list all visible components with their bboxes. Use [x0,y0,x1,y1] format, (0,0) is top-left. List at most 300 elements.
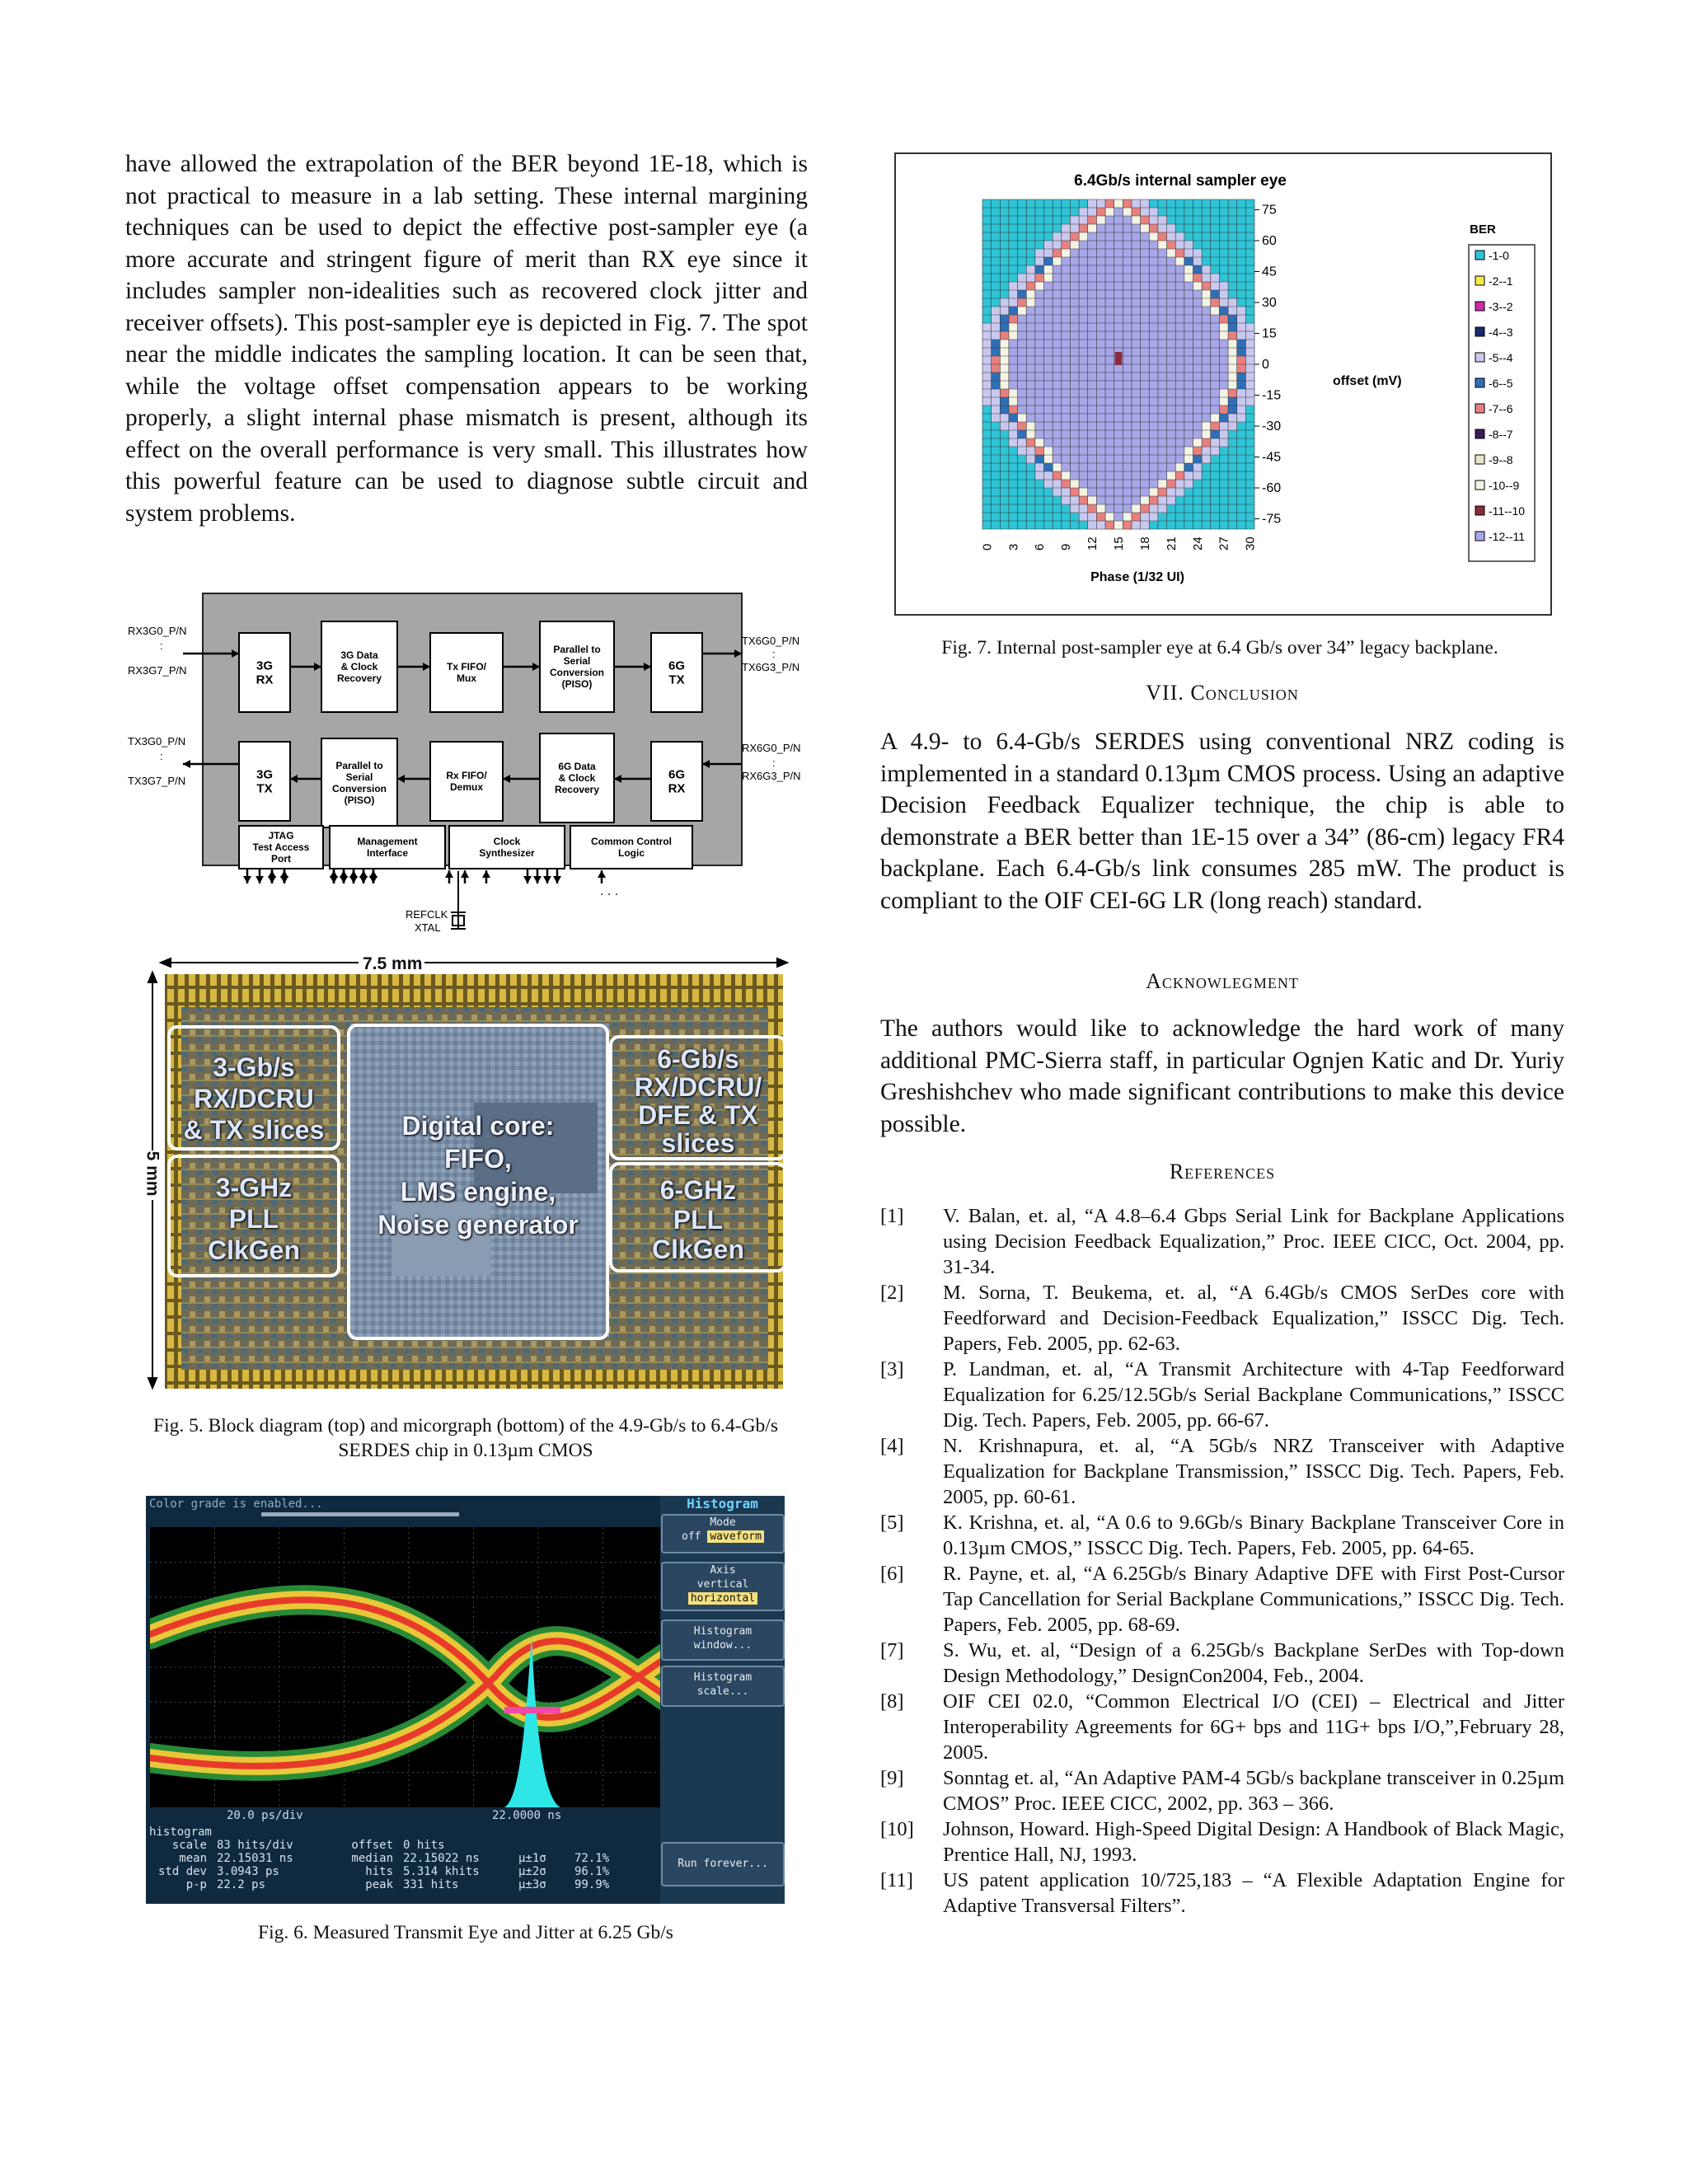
heatmap-cell [1175,471,1184,480]
heatmap-cell [1053,307,1062,315]
heatmap-cell [1018,298,1027,307]
heatmap-cell [1088,381,1097,389]
heatmap-cell [1141,504,1150,513]
heatmap-cell [1202,290,1211,298]
heatmap-cell [1202,331,1211,340]
heatmap-cell [1184,480,1193,488]
heatmap-cell [1044,298,1053,307]
heatmap-cell [1096,447,1105,455]
heatmap-cell [1105,323,1114,331]
heatmap-cell [1018,290,1027,298]
heatmap-cell [1141,513,1150,521]
heatmap-cell [992,331,1001,340]
sampling-point [1115,352,1123,365]
arrow-head [533,876,542,883]
heatmap-cell [1237,323,1246,331]
x-tick-label: 12 [1085,537,1100,551]
heatmap-cell [1105,249,1114,257]
heatmap-cell [1062,348,1071,356]
tx3g-top-label: TX3G0_P/N [128,735,186,748]
heatmap-cell [1070,447,1079,455]
stat-value: 96.1% [574,1865,610,1878]
heatmap-cell [1062,323,1071,331]
heatmap-cell [1044,438,1053,447]
legend-label: -8--7 [1489,428,1513,441]
heatmap-cell [1105,307,1114,315]
reference-text: P. Landman, et. al, “A Transmit Architecture with 4-Tap Feedforward Equalization for 6.25/12.5Gb/s Serial Backplane Communications,” ISSCC Dig. Tech. Papers, Feb. 2005, pp. 66-67. [943,1358,1564,1432]
heatmap-cell [1202,356,1211,364]
heatmap-cell [1044,257,1053,265]
fig5-caption: Fig. 5. Block diagram (top) and micorgraph (bottom) of the 4.9-Gb/s to 6.4-Gb/s SERDES chip in 0.13µm CMOS [153,1415,778,1461]
heatmap-cell [1202,315,1211,323]
heatmap-cell [1053,232,1062,241]
heatmap-cell [1096,232,1105,241]
heatmap-cell [1018,438,1027,447]
heatmap-cell [1219,298,1228,307]
heatmap-cell [1123,356,1132,364]
heatmap-cell [1132,224,1141,232]
heatmap-cell [1062,463,1071,471]
heatmap-cell [1175,323,1184,331]
heatmap-cell [1158,323,1167,331]
heatmap-cell [1219,356,1228,364]
ack-text: The authors would like to acknowledge the hard work of many additional PMC-Sierra staff, in particular Ognjen Katic and Dr. Yuriy Greshishchev who made significant contributions to make this device possible. [880,1015,1564,1137]
heatmap-cell [1035,471,1044,480]
heatmap-cell [1009,331,1018,340]
heatmap-cell [1079,356,1088,364]
heatmap-cell [1175,348,1184,356]
heatmap-cell [1079,241,1088,249]
heatmap-cell [1105,480,1114,488]
x-tick-label: 15 [1112,537,1126,551]
heatmap-cell [1123,216,1132,224]
arrow-head [523,876,532,883]
heatmap-cell [1123,397,1132,405]
heatmap-cell [1053,463,1062,471]
block-label: Parallel to [553,644,601,655]
heatmap-cell [1149,471,1158,480]
heatmap-cell [1219,307,1228,315]
arrow-head [359,870,368,878]
heatmap-cell [1175,265,1184,274]
block-label: Management [357,836,418,847]
heatmap-cell [1141,496,1150,504]
heatmap-cell [1105,298,1114,307]
heatmap-cell [1175,274,1184,282]
heatmap-cell [1035,307,1044,315]
histogram-window-button[interactable]: Histogram window... [661,1619,785,1661]
block-label: Serial [345,771,373,783]
heatmap-cell [1044,282,1053,290]
reference-item [880,1561,1564,1638]
heatmap-cell [1175,389,1184,397]
heatmap-cell [1070,348,1079,356]
heatmap-cell [1228,414,1237,422]
region-3g-pll-label: 3-GHz PLL ClkGen [207,1173,301,1265]
heatmap-cell [1219,290,1228,298]
heatmap-cell [1009,348,1018,356]
heatmap-cell [1149,463,1158,471]
heatmap-cell [1000,323,1009,331]
heatmap-cell [1175,282,1184,290]
heatmap-cell [1228,422,1237,430]
heatmap-cell [1167,307,1176,315]
heatmap-cell [1070,249,1079,257]
y-tick-label: -75 [1262,512,1282,527]
heatmap-cell [1158,397,1167,405]
heatmap-cell [1079,323,1088,331]
heatmap-cell [1035,397,1044,405]
heatmap-cell [992,381,1001,389]
heatmap-cell [1132,340,1141,348]
heatmap-cell [1088,414,1097,422]
heatmap-cell [1053,381,1062,389]
heatmap-cell [1070,298,1079,307]
heatmap-cell [1062,381,1071,389]
heatmap-cell [1070,274,1079,282]
heatmap-cell [1035,257,1044,265]
heatmap-cell [1175,381,1184,389]
heatmap-cell [1158,373,1167,381]
heatmap-cell [1123,389,1132,397]
block-row1-3 [540,621,614,712]
heatmap-cell [982,348,992,356]
heatmap-cell [1044,331,1053,340]
arrow-head [553,876,561,883]
heatmap-cell [1114,504,1123,513]
heatmap-cell [1245,397,1254,405]
heatmap-cell [1132,471,1141,480]
heatmap-cell [1062,241,1071,249]
reference-item [880,1765,1564,1816]
heatmap-cell [1211,331,1220,340]
heatmap-cell [1219,397,1228,405]
heatmap-cell [1096,315,1105,323]
legend-label: -3--2 [1489,300,1513,313]
region-digital-core-label: Digital core: FIFO, LMS engine, Noise generator [377,1111,579,1240]
heatmap-cell [1009,389,1018,397]
block-label: Conversion [549,667,605,678]
heatmap-cell [1096,389,1105,397]
heatmap-cell [1149,257,1158,265]
heatmap-cell [1237,381,1246,389]
heatmap-cell [1088,224,1097,232]
heatmap-cell [1132,455,1141,463]
stat-label: median [351,1852,393,1865]
heatmap-cell [1053,241,1062,249]
x-tick-label: 18 [1137,537,1152,551]
heatmap-cell [1018,348,1027,356]
heatmap-cell [1070,389,1079,397]
heatmap-cell [1158,471,1167,480]
heatmap-cell [1158,257,1167,265]
heatmap-cell [1149,249,1158,257]
heatmap-cell [1079,414,1088,422]
heatmap-cell [1228,298,1237,307]
heatmap-cell [1211,397,1220,405]
heatmap-cell [1114,389,1123,397]
heatmap-cell [1123,265,1132,274]
heatmap-cell [1096,381,1105,389]
heatmap-cell [1088,315,1097,323]
heatmap-cell [982,340,992,348]
run-forever-button[interactable]: Run forever... [661,1842,785,1886]
stat-label: std dev [157,1865,207,1878]
heatmap-cell [1062,290,1071,298]
heatmap-cell [992,414,1001,422]
reference-number: [3] [880,1358,904,1380]
heatmap-cell [1096,249,1105,257]
heatmap-cell [1149,447,1158,455]
references-list [880,1203,1564,1919]
heatmap-cell [1141,290,1150,298]
heatmap-cell [1141,208,1150,216]
heatmap-cell [1158,381,1167,389]
block-label: & Clock [558,772,596,784]
heatmap-cell [1044,315,1053,323]
heatmap-cell [1026,274,1035,282]
heatmap-cell [1228,397,1237,405]
heatmap-cell [1149,274,1158,282]
heatmap-cell [1035,447,1044,455]
heatmap-cell [1175,298,1184,307]
heatmap-cell [1079,249,1088,257]
heatmap-cell [1228,348,1237,356]
heatmap-cell [1096,488,1105,496]
heatmap-cell [1123,331,1132,340]
block-label: RX [256,673,274,687]
reference-text: K. Krishna, et. al, “A 0.6 to 9.6Gb/s Binary Backplane Transceiver Core in 0.13µm CMOS,” ISSCC Dig. Tech. Papers, Feb. 2005, pp. 64-65. [943,1511,1564,1559]
heatmap-cell [1184,323,1193,331]
heatmap-cell [1123,422,1132,430]
heatmap-cell [1141,373,1150,381]
axis-button[interactable] [661,1562,785,1611]
heatmap-cell [1167,356,1176,364]
heatmap-cell [1175,364,1184,373]
heatmap-cell [1070,430,1079,438]
heatmap-cell [1114,438,1123,447]
heatmap-cell [1184,397,1193,405]
oscilloscope-screen [146,1496,785,1904]
reference-number: [11] [880,1869,913,1891]
heatmap-cell [1070,331,1079,340]
heatmap-cell [1070,257,1079,265]
heatmap-cell [1009,290,1018,298]
heatmap-cell [1193,389,1202,397]
heatmap-cell [1237,331,1246,340]
reference-item [880,1816,1564,1868]
arrow-head [369,870,377,878]
heatmap-cell [1079,455,1088,463]
heatmap-cell [1079,430,1088,438]
heatmap-cell [1123,282,1132,290]
heatmap-cell [1105,438,1114,447]
heatmap-cell [1202,340,1211,348]
heatmap-cell [1184,249,1193,257]
heatmap-cell [1053,331,1062,340]
heatmap-cell [1167,265,1176,274]
heatmap-cell [1000,331,1009,340]
heatmap-cell [1026,298,1035,307]
heatmap-cell [1141,199,1150,208]
heatmap-cell [1158,348,1167,356]
heatmap-cell [1184,471,1193,480]
heatmap-cell [1237,356,1246,364]
heatmap-cell [1193,471,1202,480]
mode-button[interactable] [661,1514,785,1554]
reference-number: [2] [880,1282,904,1304]
scope-slider[interactable] [261,1512,459,1516]
heatmap-cell [1158,216,1167,224]
heatmap-cell [1062,455,1071,463]
heatmap-cell [1141,430,1150,438]
heatmap-cell [1193,373,1202,381]
heatmap-cell [1149,455,1158,463]
heatmap-cell [1158,340,1167,348]
heatmap-cell [1149,348,1158,356]
heatmap-cell [1018,364,1027,373]
heatmap-cell [1237,348,1246,356]
heatmap-cell [1105,447,1114,455]
rx3g-top-label: RX3G0_P/N [128,625,187,637]
heatmap-cell [1035,298,1044,307]
heatmap-cell [1053,422,1062,430]
block-label: 6G [668,767,686,782]
heatmap-cell [1062,430,1071,438]
rx3g-bottom-label: RX3G7_P/N [128,664,187,677]
heatmap-cell [1096,356,1105,364]
heatmap-cell [1062,414,1071,422]
reference-text: S. Wu, et. al, “Design of a 6.25Gb/s Backplane SerDes with Top-down Design Methodology,” DesignCon2004, Feb., 2004. [943,1639,1564,1687]
heatmap-cell [1219,364,1228,373]
heatmap-cell [1035,315,1044,323]
heatmap-cell [1035,414,1044,422]
heatmap-cell [1202,373,1211,381]
block-row3-2 [449,826,565,869]
heatmap-cell [1088,488,1097,496]
heatmap-cell [1158,414,1167,422]
heatmap-cell [992,348,1001,356]
heatmap-cell [1237,340,1246,348]
heatmap-cell [1175,307,1184,315]
heatmap-cell [1202,455,1211,463]
heatmap-cell [1193,414,1202,422]
heatmap-cell [1114,471,1123,480]
heatmap-cell [1167,422,1176,430]
heatmap-cell [1070,241,1079,249]
arrow-head [330,870,338,878]
heatmap-cell [1158,455,1167,463]
heatmap-cell [1184,414,1193,422]
heatmap-cell [992,323,1001,331]
heatmap-cell [1132,290,1141,298]
heatmap-cell [1184,274,1193,282]
heatmap-cell [1132,298,1141,307]
histogram-scale-button[interactable]: Histogram scale... [661,1666,785,1707]
heatmap-cell [1044,348,1053,356]
heatmap-cell [1070,315,1079,323]
tx3g-bottom-label: TX3G7_P/N [128,775,186,787]
reference-item [880,1638,1564,1689]
heatmap-cell [1141,257,1150,265]
y-tick-label: -30 [1262,419,1282,434]
y-tick-label: 15 [1262,326,1277,341]
heatmap-cell [1053,471,1062,480]
heatmap-cell [1237,373,1246,381]
stat-value: 331 hits [403,1878,459,1891]
heatmap-cell [1026,447,1035,455]
heatmap-cell [1219,381,1228,389]
heatmap-cell [1026,389,1035,397]
heatmap-cell [1228,307,1237,315]
heatmap-cell [1141,447,1150,455]
heatmap-cell [1035,389,1044,397]
y-axis-label: offset (mV) [1333,374,1402,388]
heatmap-cell [1070,265,1079,274]
heatmap-cell [1088,430,1097,438]
heatmap-cell [1044,307,1053,315]
heatmap-cell [1105,290,1114,298]
heatmap-cell [1114,513,1123,521]
micrograph-area [144,954,795,1393]
heatmap-cell [1149,356,1158,364]
block-row3-3 [570,826,692,869]
heatmap-cell [1211,438,1220,447]
heatmap-cell [1245,331,1254,340]
heatmap-cell [1158,389,1167,397]
heatmap-cell [1018,397,1027,405]
heatmap-cell [1070,282,1079,290]
heatmap-cell [1088,397,1097,405]
heatmap-cell [1184,331,1193,340]
heatmap-cell [1219,422,1228,430]
block-row2-2 [430,742,503,821]
heatmap-cell [1114,422,1123,430]
heatmap-cell [1070,381,1079,389]
heatmap-cell [1096,455,1105,463]
heatmap-cell [1149,331,1158,340]
heatmap-cell [1202,414,1211,422]
block-label: Logic [618,847,645,859]
heatmap-cell [1167,364,1176,373]
x-tick-label: 27 [1217,537,1231,551]
heatmap-cell [1088,208,1097,216]
heatmap-cell [1219,414,1228,422]
heatmap-cell [1123,241,1132,249]
common-dots: . . . [600,884,619,898]
heatmap-cell [1184,381,1193,389]
heatmap-cell [1202,282,1211,290]
heatmap-cell [1105,364,1114,373]
heatmap-cell [1096,340,1105,348]
heatmap-cell [1053,405,1062,414]
heatmap-cell [1184,356,1193,364]
heatmap-cell [1219,331,1228,340]
heatmap-cell [1141,488,1150,496]
heatmap-cell [992,307,1001,315]
heatmap-cell [1123,504,1132,513]
heatmap-cell [1018,282,1027,290]
reference-text: Sonntag et. al, “An Adaptive PAM-4 5Gb/s backplane transceiver in 0.25µm CMOS” Proc. IEEE CICC, 2002, pp. 363 – 366. [943,1767,1564,1815]
legend-label: -10--9 [1489,479,1520,492]
heatmap-cell [1184,438,1193,447]
heatmap-cell [1175,480,1184,488]
heatmap-cell [1079,389,1088,397]
heatmap-cell [1088,496,1097,504]
heatmap-cell [1175,241,1184,249]
reference-item [880,1280,1564,1357]
heatmap-cell [1132,381,1141,389]
